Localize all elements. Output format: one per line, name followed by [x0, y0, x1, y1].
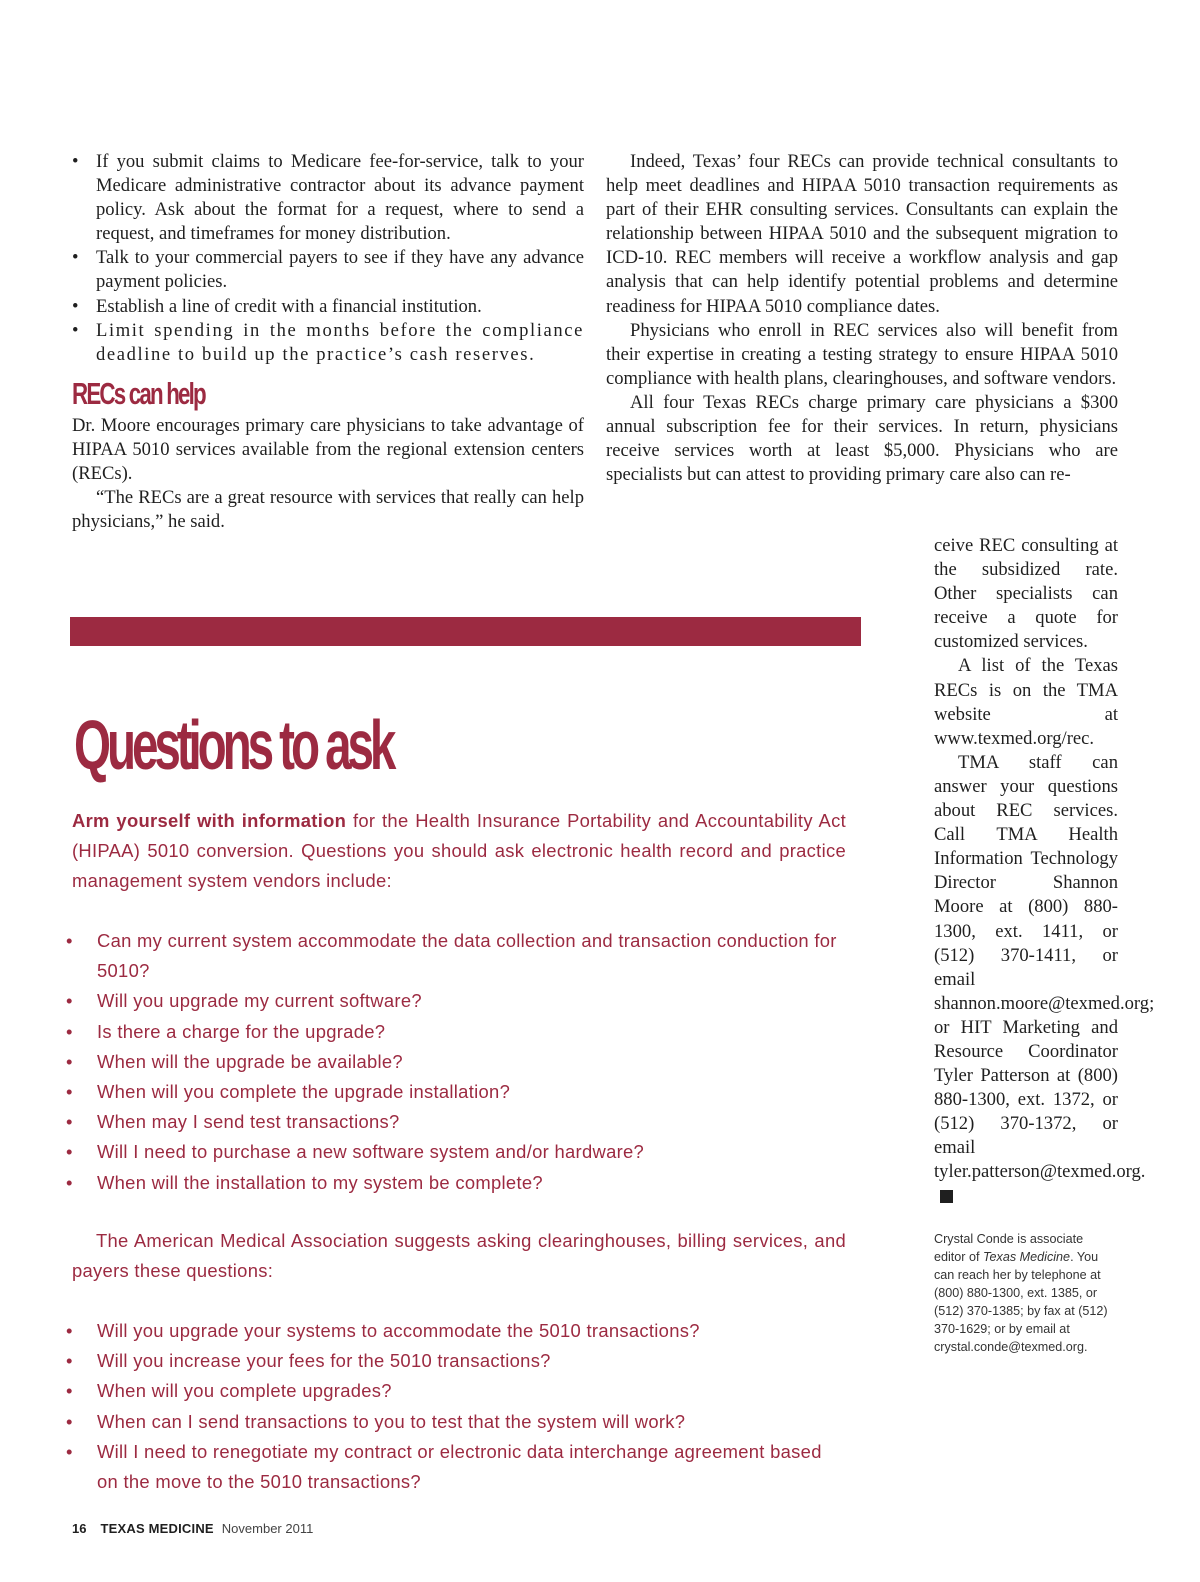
page-number: 16: [72, 1521, 87, 1536]
list-item: • Will you upgrade my current software?: [64, 986, 848, 1016]
list-item: • Will you increase your fees for the 5010 transactions?: [64, 1346, 848, 1376]
advance-payment-tips-list: [72, 150, 584, 367]
sidebar-title: Questions to ask: [74, 706, 393, 784]
list-item: • Is there a charge for the upgrade?: [64, 1017, 848, 1047]
list-item: • When will you complete upgrades?: [64, 1376, 848, 1406]
list-item: • Can my current system accommodate the data collection and transaction conduction for 5010?: [64, 926, 848, 986]
magazine-name: TEXAS MEDICINE: [100, 1521, 214, 1536]
list-item: • When will the installation to my system be complete?: [64, 1168, 848, 1198]
list-item: • Talk to your commercial payers to see if they have any advance payment policies.: [72, 246, 584, 294]
paragraph: A list of the Texas RECs is on the TMA website at www.texmed.org/rec.: [934, 655, 1118, 749]
contact-text: TMA staff can answer your questions about REC services. Call TMA Health Information Technology Director Shannon Moore at (800) 880-1300, ext. 1411, or (512) 370-1411, or email shannon.moore@texmed.org; or HIT Marketing and Resource Coordinator Tyler Patterson at (800) 880-1300, ext. 1372, or (512) 370-1372, or email tyler.patterson@texmed.org.: [934, 751, 1155, 1183]
right-column-narrow: [934, 534, 1155, 1209]
list-item: • When will the upgrade be available?: [64, 1047, 848, 1077]
bio-text: Crystal Conde is associate editor of: [934, 1232, 1084, 1264]
list-item: • When can I send transactions to you to test that the system will work?: [64, 1407, 848, 1437]
list-item: • Will I need to purchase a new software system and/or hardware?: [64, 1137, 848, 1167]
author-bio: [934, 1230, 1118, 1356]
sidebar-accent-bar: [70, 617, 861, 646]
end-of-story-icon: [940, 1190, 953, 1203]
list-item: • Will you upgrade your systems to accommodate the 5010 transactions?: [64, 1316, 848, 1346]
sidebar-intro: [72, 806, 846, 897]
intro-lead: Arm yourself with information: [72, 810, 347, 831]
paragraph: Dr. Moore encourages primary care physicians to take advantage of HIPAA 5010 services available from the regional extension centers (RECs).: [72, 415, 584, 485]
issue-date: November 2011: [221, 1521, 314, 1536]
section-heading: RECs can help: [72, 376, 205, 411]
recs-section-body: [72, 414, 584, 534]
list-item: • Establish a line of credit with a financial institution.: [72, 295, 584, 319]
paragraph: ceive REC consulting at the subsidized rate. Other specialists can receive a quote for customized services.: [934, 535, 1118, 653]
list-item: • Will I need to renegotiate my contract or electronic data interchange agreement based on the move to the 5010 transactions?: [64, 1437, 848, 1497]
list-item: • Limit spending in the months before the compliance deadline to build up the practice’s cash reserves.: [72, 319, 584, 367]
paragraph: All four Texas RECs charge primary care physicians a $300 annual subscription fee for their services. In return, physicians receive services worth at least $5,000. Physicians who are specialists but can attest to providing primary care also can re-: [606, 391, 1118, 486]
paragraph: “The RECs are a great resource with services that really can help physicians,” he said.: [72, 487, 584, 533]
payer-questions-list: [64, 1316, 848, 1497]
page-footer: [72, 1521, 313, 1536]
right-column-body: [606, 150, 1118, 487]
paragraph: Physicians who enroll in REC services also will benefit from their expertise in creating a testing strategy to ensure HIPAA 5010 compliance with health plans, clearinghouses, and software vendors.: [606, 319, 1118, 389]
ama-intro: The American Medical Association suggests asking clearinghouses, billing services, and payers these questions:: [72, 1230, 846, 1282]
vendor-questions-list: [64, 926, 848, 1198]
bio-text: . You can reach her by telephone at (800) 880-1300, ext. 1385, or (512) 370-1385; by fax at (512) 370-1629; or by email at crystal.conde@texmed.org.: [934, 1250, 1108, 1354]
intro-text: for the Health Insurance Portability and Accountability Act (HIPAA) 5010 conversion. Questions you should ask electronic health record and practice management system vendors include:: [72, 810, 846, 892]
publication-name: Texas Medicine: [983, 1250, 1071, 1264]
list-item: • If you submit claims to Medicare fee-for-service, talk to your Medicare administrative contractor about its advance payment policy. Ask about the format for a request, where to send a request, and timeframes for money distribution.: [72, 150, 584, 246]
list-item: • When will you complete the upgrade installation?: [64, 1077, 848, 1107]
paragraph: Indeed, Texas’ four RECs can provide technical consultants to help meet deadlines and HIPAA 5010 transaction requirements as part of their EHR consulting services. Consultants can explain the relationship between HIPAA 5010 and the subsequent migration to ICD-10. REC members will receive a workflow analysis and gap analysis that can help identify potential problems and determine readiness for HIPAA 5010 compliance dates.: [606, 151, 1118, 317]
list-item: • When may I send test transactions?: [64, 1107, 848, 1137]
paragraph-contact: [934, 751, 1155, 1209]
